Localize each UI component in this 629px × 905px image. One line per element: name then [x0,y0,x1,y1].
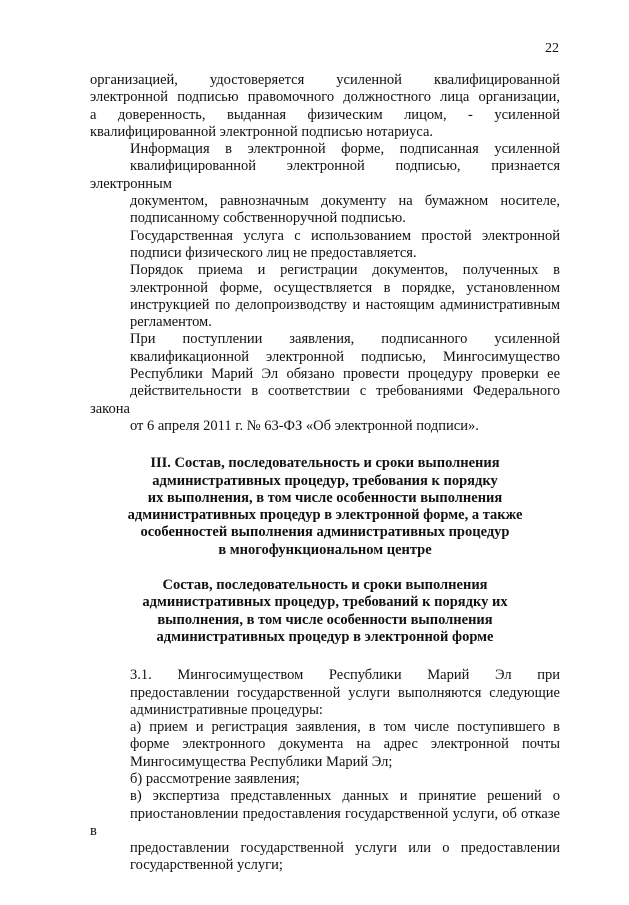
text-line: от 6 апреля 2011 г. № 63-ФЗ «Об электронной подписи». [130,417,479,434]
text-line: Мингосимущества Республики Марий Эл; [130,753,393,770]
text-line: б) рассмотрение заявления; [130,770,300,787]
text-line: подписи физического лиц не предоставляется. [130,244,417,261]
text-line: Порядок приема и регистрации документов, полученных в [130,262,560,279]
bottom-paragraph [90,719,560,771]
text-line: форме электронного документа на адрес электронной почты [130,736,560,753]
heading-line: административных процедур, требования к порядку [152,472,498,489]
heading-line: в многофункциональном центре [218,541,432,558]
text-line: электронной форме, осуществляется в порядке, установленном [130,279,560,296]
text-line: предоставлении государственной услуги выполняются следующие [130,684,560,701]
text-line: действительности в соответствии с требованиями Федерального закона [90,383,560,417]
heading-line: Состав, последовательность и сроки выполнения [162,577,488,594]
heading-line: административных процедур в электронной форме [156,628,494,645]
top-paragraph [90,141,560,227]
text-line: государственной услуги; [130,857,283,874]
section-heading [90,455,560,559]
bottom-paragraph [90,771,560,788]
heading-line: административных процедур, требований к порядку их [142,594,508,611]
heading-line: III. Состав, последовательность и сроки выполнения [150,455,500,472]
text-line: инструкцией по делопроизводству и настоящим административным [130,296,560,313]
top-paragraph [90,72,560,141]
text-line: подписанному собственноручной подписью. [130,210,406,227]
text-line: электронной подписью правомочного должностного лица организации, [90,89,560,106]
text-line: в) экспертиза представленных данных и принятие решений о [130,788,560,805]
subsection-heading [90,577,560,646]
top-paragraph [90,262,560,331]
top-paragraph [90,228,560,263]
text-line: Республики Марий Эл обязано провести процедуру проверки ее [130,366,560,383]
text-line: регламентом. [130,314,212,331]
text-line: квалифицированной электронной подписью нотариуса. [90,123,434,140]
top-paragraph [90,331,560,435]
document-body [90,72,560,875]
text-line: а) прием и регистрация заявления, в том числе поступившего в [130,719,560,736]
text-line: 3.1. Мингосимуществом Республики Марий Эл при [130,667,560,684]
text-line: организацией, удостоверяется усиленной квалифицированной [90,72,560,88]
heading-line: административных процедур в электронной форме, а также [127,507,523,524]
bottom-paragraph [90,788,560,874]
text-line: приостановлении предоставления государственной услуги, об отказе в [90,805,560,839]
text-line: квалифицированной электронной подписью, признается электронным [90,158,560,192]
bottom-paragraphs [90,667,560,875]
text-line: а доверенность, выданная физическим лицом, - усиленной [90,106,560,123]
text-line: При поступлении заявления, подписанного усиленной [130,331,560,348]
text-line: административные процедуры: [130,701,323,718]
text-line: документом, равнозначным документу на бумажном носителе, [130,193,560,210]
heading-line: особенностей выполнения административных процедур [140,524,510,541]
text-line: квалификационной электронной подписью, Мингосимущество [130,348,560,365]
text-line: Информация в электронной форме, подписанная усиленной [130,141,560,158]
top-paragraphs [90,72,560,435]
heading-line: выполнения, в том числе особенности выполнения [157,611,493,628]
text-line: предоставлении государственной услуги или о предоставлении [130,840,560,857]
bottom-paragraph [90,667,560,719]
text-line: Государственная услуга с использованием простой электронной [130,227,560,244]
page-number: 22 [545,41,559,56]
heading-line: их выполнения, в том числе особенности выполнения [147,489,503,506]
